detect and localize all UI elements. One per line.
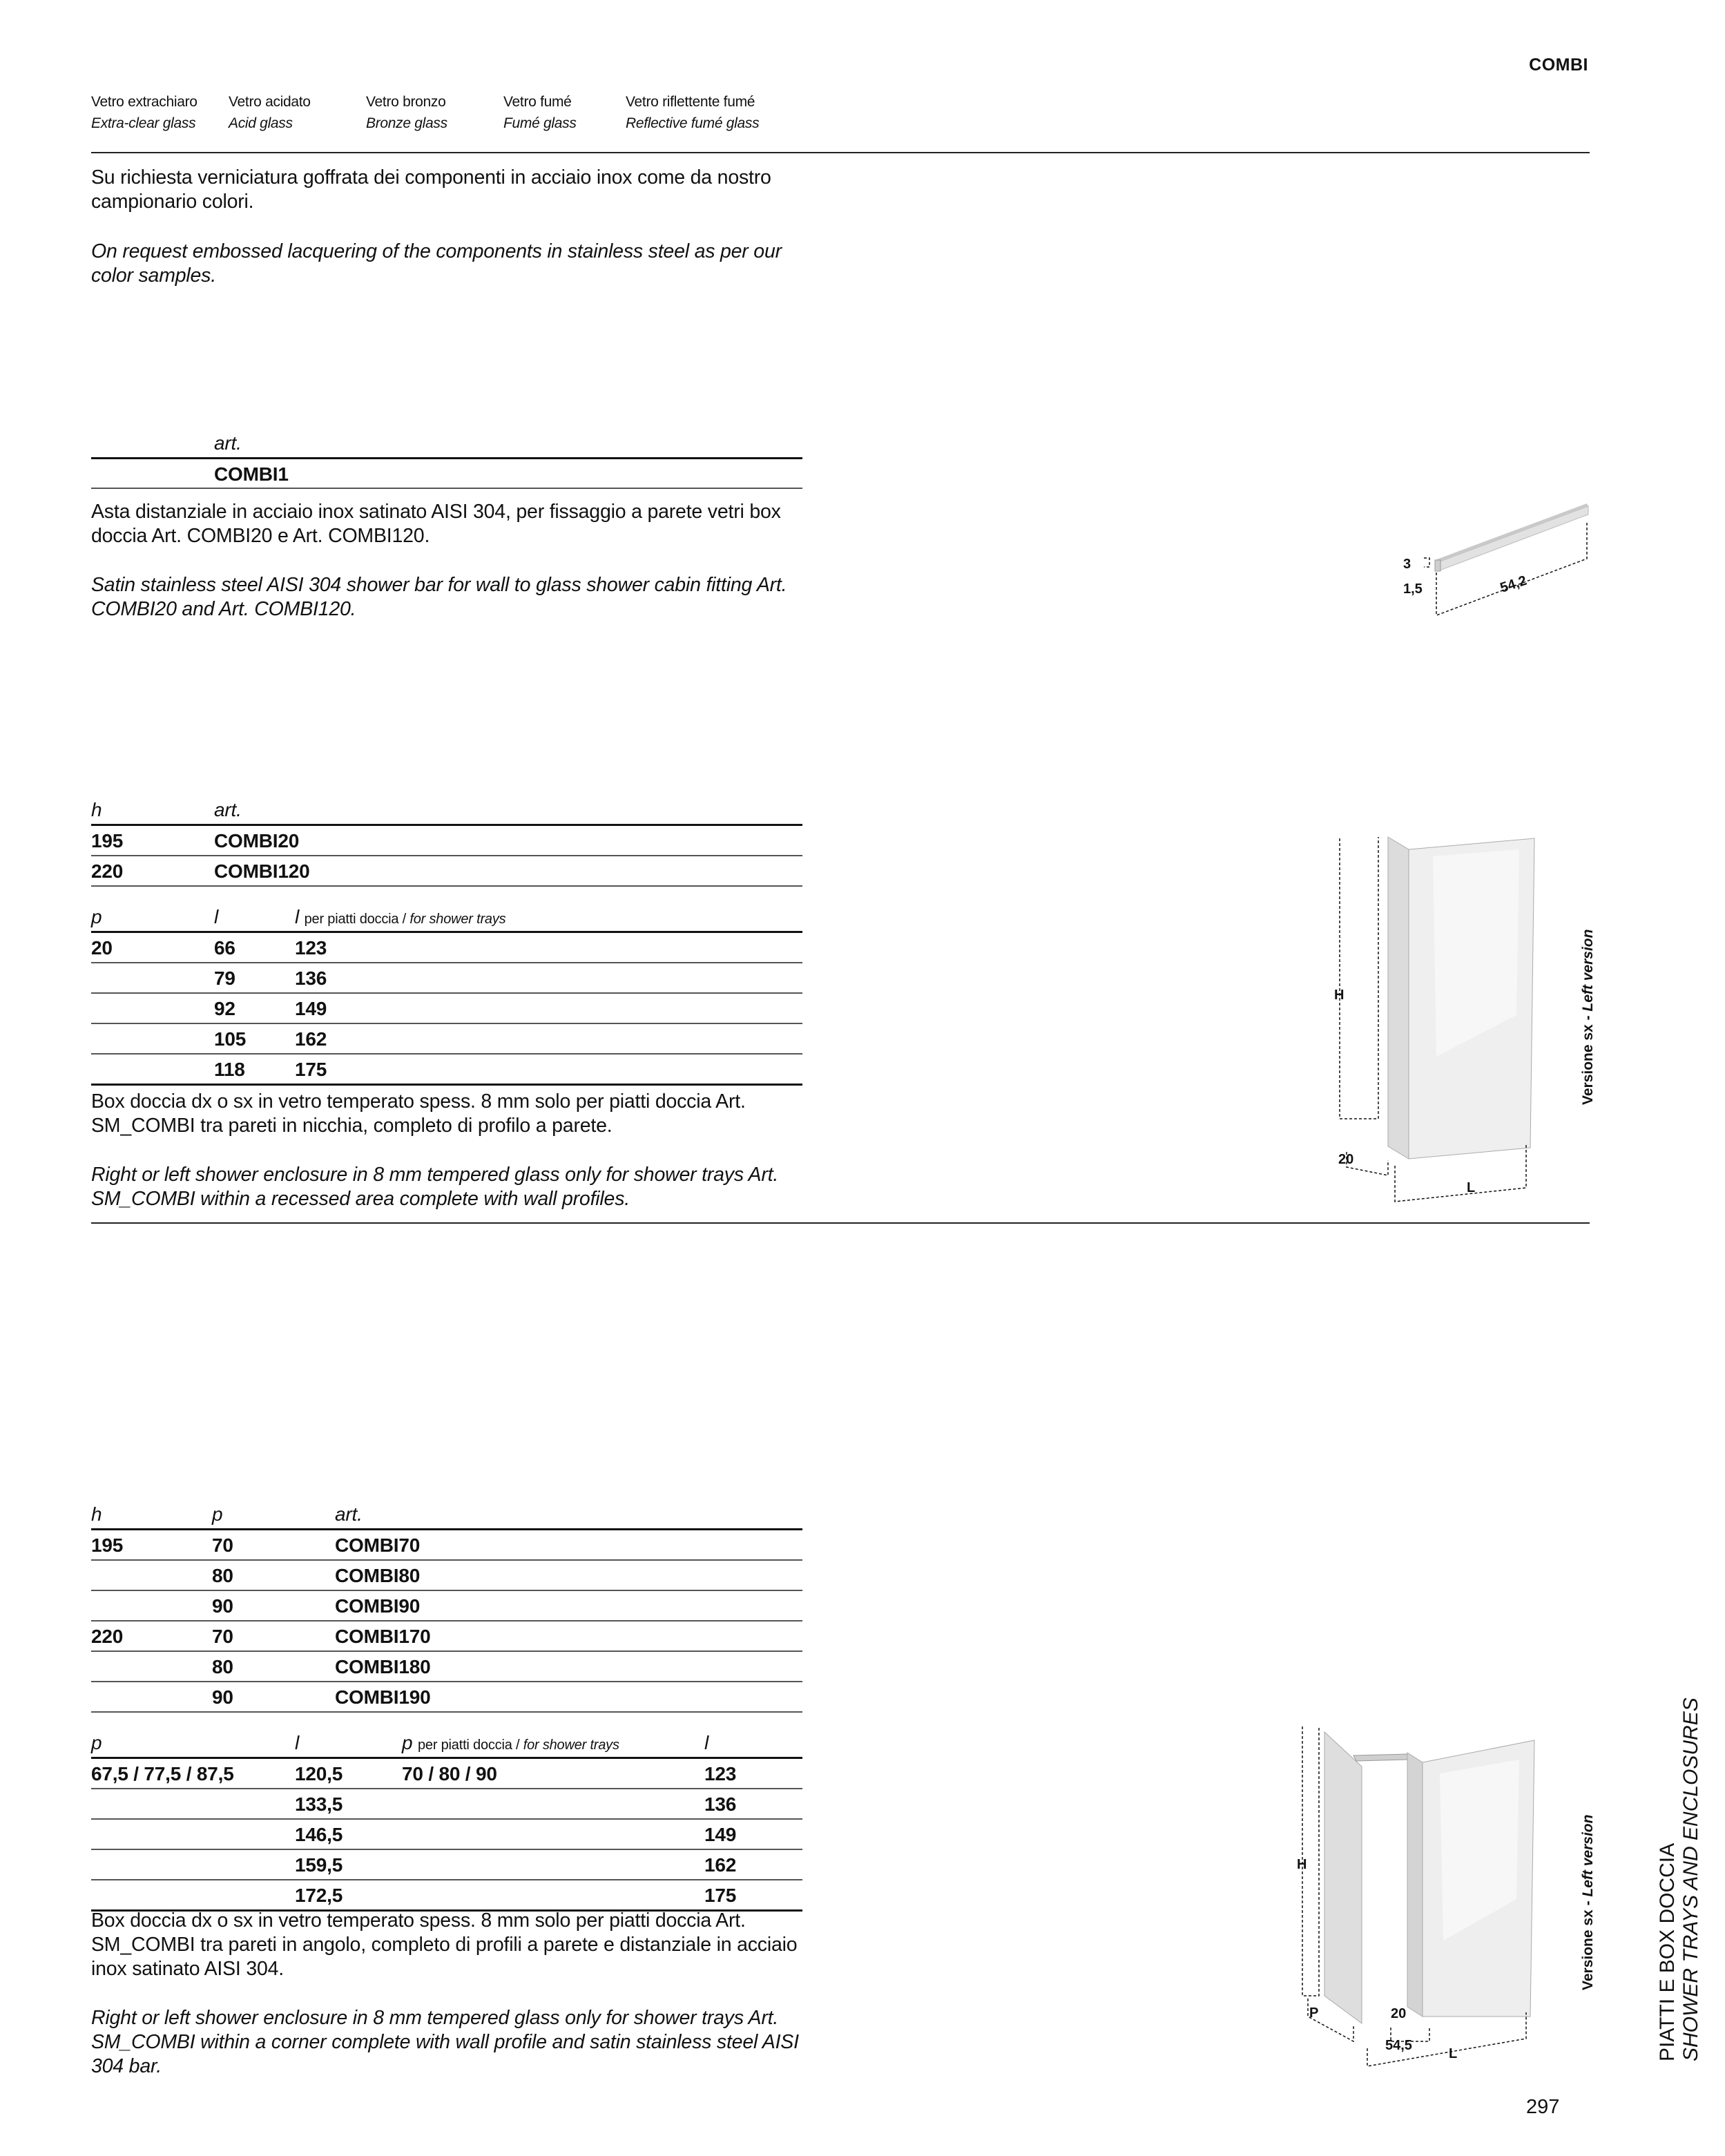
col-header-h: h bbox=[91, 799, 102, 820]
dim-label: 54,2 bbox=[1498, 572, 1529, 596]
col-header-p2: p bbox=[402, 1732, 413, 1753]
cell-l: 172,5 bbox=[295, 1885, 343, 1906]
dims-row bbox=[91, 1789, 802, 1820]
col-header-l: l bbox=[295, 1732, 300, 1753]
cell-l-tray: 175 bbox=[295, 1059, 327, 1080]
cell-l-tray: 136 bbox=[295, 968, 327, 989]
bar-shape bbox=[1436, 506, 1588, 571]
table-row bbox=[91, 1561, 802, 1591]
section2-desc-en: Right or left shower enclosure in 8 mm tempered glass only for shower trays Art. SM_COMBI within a recessed area complete with wall profiles. bbox=[91, 1164, 779, 1210]
cell-l-tray: 175 bbox=[704, 1885, 737, 1906]
table-row bbox=[91, 826, 802, 856]
glass-return-panel bbox=[1407, 1753, 1423, 2017]
col-header-h: h bbox=[91, 1503, 102, 1525]
cell-l-tray: 149 bbox=[295, 998, 327, 1019]
art-code: COMBI70 bbox=[335, 1534, 421, 1556]
cell-l: 146,5 bbox=[295, 1824, 343, 1845]
glass-option bbox=[626, 91, 759, 134]
dims-row bbox=[91, 963, 802, 994]
glass-option-en: Fumé glass bbox=[503, 115, 577, 131]
col-header-p-tray bbox=[402, 1732, 619, 1754]
cell-l-tray: 123 bbox=[295, 937, 327, 959]
table-row bbox=[91, 856, 802, 887]
cell-h: 195 bbox=[91, 1534, 124, 1556]
cell-p: 70 bbox=[212, 1534, 233, 1556]
glass-option-it: Vetro bronzo bbox=[366, 94, 446, 110]
art-code: COMBI180 bbox=[335, 1656, 431, 1677]
col-header-p: p bbox=[91, 1732, 102, 1753]
cell-l: 66 bbox=[214, 937, 235, 959]
side-section-label bbox=[1656, 1697, 1703, 2061]
cell-l-tray: 123 bbox=[704, 1763, 737, 1784]
page-header-title: COMBI bbox=[1529, 55, 1588, 75]
cell-p: 80 bbox=[212, 1656, 233, 1677]
shower-enclosure-corner-diagram bbox=[1284, 1720, 1561, 2079]
dims-table-header bbox=[91, 902, 802, 933]
dims-row bbox=[91, 1880, 802, 1912]
art-code: COMBI80 bbox=[335, 1565, 421, 1586]
dims-table-header bbox=[91, 1728, 802, 1759]
cell-l: 105 bbox=[214, 1028, 247, 1050]
art-code: COMBI170 bbox=[335, 1626, 431, 1647]
stabilizer-bar bbox=[1353, 1754, 1407, 1761]
cell-l: 159,5 bbox=[295, 1854, 343, 1876]
dim-label: H bbox=[1334, 988, 1345, 1003]
dims-row bbox=[91, 933, 802, 963]
table-row bbox=[91, 459, 802, 488]
table-row bbox=[91, 1682, 802, 1713]
bar-top-face bbox=[1435, 503, 1588, 563]
table-header bbox=[91, 795, 802, 826]
shower-enclosure-niche-diagram bbox=[1312, 829, 1561, 1215]
dim-label: 20 bbox=[1338, 1152, 1354, 1167]
cell-l: 79 bbox=[214, 968, 235, 989]
cell-h: 220 bbox=[91, 1626, 124, 1647]
cell-l-tray: 162 bbox=[295, 1028, 327, 1050]
art-code: COMBI90 bbox=[335, 1595, 421, 1617]
table-row bbox=[91, 1621, 802, 1652]
art-code: COMBI20 bbox=[214, 830, 300, 851]
table-row bbox=[91, 1530, 802, 1561]
dims-row bbox=[91, 1759, 802, 1789]
section1-desc-en: Satin stainless steel AISI 304 shower bar for wall to glass shower cabin fitting Art. COMBI20 and Art. COMBI120. bbox=[91, 574, 787, 620]
dim-line bbox=[1340, 837, 1378, 1119]
side-label-en: SHOWER TRAYS AND ENCLOSURES bbox=[1679, 1697, 1702, 2061]
cell-p: 20 bbox=[91, 937, 113, 959]
table-header bbox=[91, 1499, 802, 1530]
art-code: COMBI190 bbox=[335, 1686, 431, 1708]
page-number: 297 bbox=[1526, 2096, 1560, 2118]
col-header-l-tray: l bbox=[704, 1732, 709, 1753]
table-row bbox=[91, 1591, 802, 1621]
dims-row bbox=[91, 994, 802, 1024]
glass-option-en: Extra-clear glass bbox=[91, 115, 196, 131]
section1-desc-it: Asta distanziale in acciaio inox satinato AISI 304, per fissaggio a parete vetri box doccia Art. COMBI20 e Art. COMBI120. bbox=[91, 501, 781, 547]
tray-note: per piatti doccia / for shower trays bbox=[417, 1738, 619, 1753]
cell-h: 195 bbox=[91, 830, 124, 851]
glass-option-it: Vetro fumé bbox=[503, 94, 572, 110]
version-label: Versione sx - Left version bbox=[1580, 929, 1596, 1105]
intro-text-it: Su richiesta verniciatura goffrata dei componenti in acciaio inox come da nostro campionario colori. bbox=[91, 166, 771, 213]
glass-option bbox=[366, 91, 447, 134]
shower-bar-diagram bbox=[1381, 494, 1602, 632]
dim-line bbox=[1424, 558, 1429, 567]
col-header-art: art. bbox=[214, 432, 242, 454]
dim-label: 1,5 bbox=[1403, 581, 1423, 597]
cell-p: 90 bbox=[212, 1595, 233, 1617]
dim-label: 20 bbox=[1391, 2006, 1407, 2021]
cell-l: 118 bbox=[214, 1059, 245, 1080]
divider bbox=[91, 1222, 1590, 1224]
col-header-l2: l bbox=[295, 906, 300, 927]
divider bbox=[91, 152, 1590, 153]
glass-option-en: Bronze glass bbox=[366, 115, 447, 131]
divider bbox=[91, 488, 802, 489]
tray-note: per piatti doccia / for shower trays bbox=[304, 912, 506, 927]
cell-p-tray: 70 / 80 / 90 bbox=[402, 1763, 497, 1784]
cell-l: 120,5 bbox=[295, 1763, 343, 1784]
cell-l-tray: 162 bbox=[704, 1854, 737, 1876]
dims-row bbox=[91, 1820, 802, 1850]
dim-label: L bbox=[1467, 1180, 1476, 1195]
col-header-p: p bbox=[91, 906, 102, 927]
col-header-p: p bbox=[212, 1503, 223, 1525]
glass-option-it: Vetro acidato bbox=[229, 94, 311, 110]
intro-text-en: On request embossed lacquering of the components in stainless steel as per our color samples. bbox=[91, 240, 782, 287]
section3-desc-it: Box doccia dx o sx in vetro temperato spess. 8 mm solo per piatti doccia Art. SM_COMBI tra pareti in angolo, completo di profili a parete e distanziale in acciaio inox satinato AISI 304. bbox=[91, 1909, 798, 1980]
table-row bbox=[91, 1652, 802, 1682]
bar-wall-plate bbox=[1435, 560, 1440, 571]
glass-option bbox=[229, 91, 311, 134]
cell-p: 80 bbox=[212, 1565, 233, 1586]
glass-option bbox=[91, 91, 197, 134]
cell-l: 92 bbox=[214, 998, 235, 1019]
cell-p: 70 bbox=[212, 1626, 233, 1647]
art-table-combi20 bbox=[91, 795, 802, 1086]
glass-side-panel bbox=[1324, 1732, 1362, 2023]
cell-p: 90 bbox=[212, 1686, 233, 1708]
cell-l-tray: 149 bbox=[704, 1824, 737, 1845]
dims-row bbox=[91, 1024, 802, 1055]
glass-option-it: Vetro extrachiaro bbox=[91, 94, 197, 110]
art-code: COMBI1 bbox=[214, 463, 289, 485]
glass-return-panel bbox=[1388, 837, 1409, 1159]
glass-option-en: Reflective fumé glass bbox=[626, 115, 760, 131]
cell-l: 133,5 bbox=[295, 1793, 343, 1815]
dim-label: P bbox=[1309, 2005, 1319, 2021]
cell-h: 220 bbox=[91, 860, 124, 882]
glass-option-it: Vetro riflettente fumé bbox=[626, 94, 755, 110]
art-table-combi1 bbox=[91, 428, 802, 488]
section3-desc-en: Right or left shower enclosure in 8 mm tempered glass only for shower trays Art. SM_COMBI within a corner complete with wall profile and satin stainless steel AISI 304 bar. bbox=[91, 2007, 799, 2077]
col-header-l: l bbox=[214, 906, 219, 927]
dim-label: 3 bbox=[1403, 557, 1411, 572]
glass-option-en: Acid glass bbox=[229, 115, 293, 131]
version-label: Versione sx - Left version bbox=[1580, 1814, 1596, 1990]
table-header bbox=[91, 428, 802, 459]
glass-option bbox=[503, 91, 577, 134]
side-label-it: PIATTI E BOX DOCCIA bbox=[1656, 1842, 1679, 2061]
dim-label: H bbox=[1297, 1857, 1307, 1872]
art-table-combi70 bbox=[91, 1499, 802, 1912]
dims-row bbox=[91, 1850, 802, 1880]
cell-p: 67,5 / 77,5 / 87,5 bbox=[91, 1763, 234, 1784]
col-header-art: art. bbox=[335, 1503, 363, 1525]
cell-l-tray: 136 bbox=[704, 1793, 737, 1815]
dim-label: 54,5 bbox=[1385, 2038, 1412, 2053]
section2-desc-it: Box doccia dx o sx in vetro temperato spess. 8 mm solo per piatti doccia Art. SM_COMBI tra pareti in nicchia, completo di profilo a parete. bbox=[91, 1090, 746, 1137]
col-header-art: art. bbox=[214, 799, 242, 820]
col-header-l-tray bbox=[295, 906, 505, 928]
art-code: COMBI120 bbox=[214, 860, 310, 882]
dim-label: L bbox=[1449, 2046, 1458, 2061]
dims-row bbox=[91, 1055, 802, 1086]
